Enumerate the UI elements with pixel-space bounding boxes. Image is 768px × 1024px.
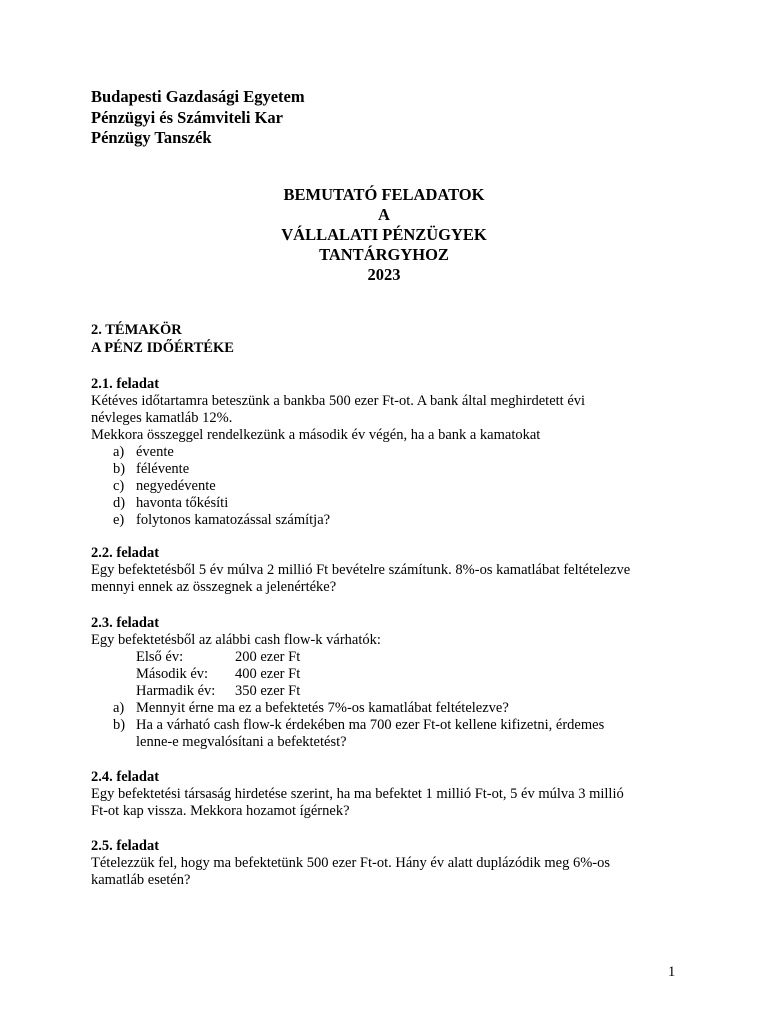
list-item-text: évente bbox=[136, 444, 174, 460]
page-number: 1 bbox=[668, 964, 676, 980]
title-line-4: TANTÁRGYHOZ bbox=[319, 245, 449, 264]
department-name: Pénzügy Tanszék bbox=[91, 128, 212, 147]
task-text-line: Egy befektetésből 5 év múlva 2 millió Ft bevételre számítunk. 8%-os kamatlábat feltételezve bbox=[91, 562, 631, 578]
list-item-text: folytonos kamatozással számítja? bbox=[136, 512, 331, 528]
cashflow-amount: 350 ezer Ft bbox=[235, 683, 301, 699]
task-2-5 bbox=[91, 838, 676, 889]
university-name: Budapesti Gazdasági Egyetem bbox=[91, 87, 305, 106]
list-item bbox=[91, 444, 676, 461]
topic-title: A PÉNZ IDŐÉRTÉKE bbox=[91, 340, 234, 356]
list-item-label: a) bbox=[113, 700, 125, 716]
list-item bbox=[91, 495, 676, 512]
list-item bbox=[91, 512, 676, 529]
task-heading: 2.5. feladat bbox=[91, 838, 160, 854]
institution-header bbox=[91, 87, 305, 149]
cashflow-year: Harmadik év: bbox=[136, 683, 216, 699]
task-text-line: Egy befektetési társaság hirdetése szerint, ha ma befektet 1 millió Ft-ot, 5 év múlva 3 millió bbox=[91, 786, 624, 802]
cashflow-row bbox=[91, 666, 676, 683]
task-2-1 bbox=[91, 376, 676, 529]
task-text-line: kamatláb esetén? bbox=[91, 872, 191, 888]
task-heading: 2.3. feladat bbox=[91, 615, 160, 631]
task-heading: 2.2. feladat bbox=[91, 545, 160, 561]
task-text-line: Ft-ot kap vissza. Mekkora hozamot ígérnek? bbox=[91, 803, 350, 819]
list-item-label: e) bbox=[113, 512, 125, 528]
title-line-1: BEMUTATÓ FELADATOK bbox=[283, 185, 485, 204]
title-line-3: VÁLLALATI PÉNZÜGYEK bbox=[281, 225, 487, 244]
list-item bbox=[91, 717, 676, 751]
list-item-label: a) bbox=[113, 444, 125, 460]
task-2-4 bbox=[91, 769, 676, 820]
title-line-2: A bbox=[378, 205, 390, 224]
document-title bbox=[0, 185, 768, 285]
list-item bbox=[91, 478, 676, 495]
list-item-label: d) bbox=[113, 495, 126, 511]
faculty-name: Pénzügyi és Számviteli Kar bbox=[91, 107, 284, 127]
list-item-text: havonta tőkésíti bbox=[136, 495, 229, 511]
title-year: 2023 bbox=[367, 265, 401, 284]
task-2-3 bbox=[91, 615, 676, 751]
list-item-text: negyedévente bbox=[136, 478, 216, 494]
list-item-label: b) bbox=[113, 717, 126, 733]
task-2-2 bbox=[91, 545, 676, 596]
list-item-text: Ha a várható cash flow-k érdekében ma 700 ezer Ft-ot kellene kifizetni, érdemes bbox=[136, 717, 605, 733]
task-question: Mekkora összeggel rendelkezünk a második év végén, ha a bank a kamatokat bbox=[91, 427, 541, 443]
cashflow-row bbox=[91, 649, 676, 666]
cashflow-year: Első év: bbox=[136, 649, 184, 665]
topic-number: 2. TÉMAKÖR bbox=[91, 322, 182, 338]
cashflow-amount: 200 ezer Ft bbox=[235, 649, 301, 665]
list-item bbox=[91, 461, 676, 478]
list-item-label: c) bbox=[113, 478, 125, 494]
task-text-line: névleges kamatláb 12%. bbox=[91, 410, 233, 426]
cashflow-row bbox=[91, 683, 676, 700]
task-text-line: mennyi ennek az összegnek a jelenértéke? bbox=[91, 579, 337, 595]
cashflow-amount: 400 ezer Ft bbox=[235, 666, 301, 682]
task-text-line: Tételezzük fel, hogy ma befektetünk 500 ezer Ft-ot. Hány év alatt duplázódik meg 6%-os bbox=[91, 855, 610, 871]
topic-heading bbox=[91, 321, 234, 357]
list-item-label: b) bbox=[113, 461, 126, 477]
list-item-text: lenne-e megvalósítani a befektetést? bbox=[136, 734, 347, 750]
task-heading: 2.1. feladat bbox=[91, 376, 160, 392]
list-item-text: félévente bbox=[136, 461, 190, 477]
cashflow-year: Második év: bbox=[136, 666, 209, 682]
task-intro: Egy befektetésből az alábbi cash flow-k várhatók: bbox=[91, 632, 381, 648]
list-item bbox=[91, 700, 676, 717]
task-heading: 2.4. feladat bbox=[91, 769, 160, 785]
list-item-text: Mennyit érne ma ez a befektetés 7%-os kamatlábat feltételezve? bbox=[136, 700, 509, 716]
task-text-line: Kétéves időtartamra beteszünk a bankba 500 ezer Ft-ot. A bank által meghirdetett évi bbox=[91, 393, 586, 409]
